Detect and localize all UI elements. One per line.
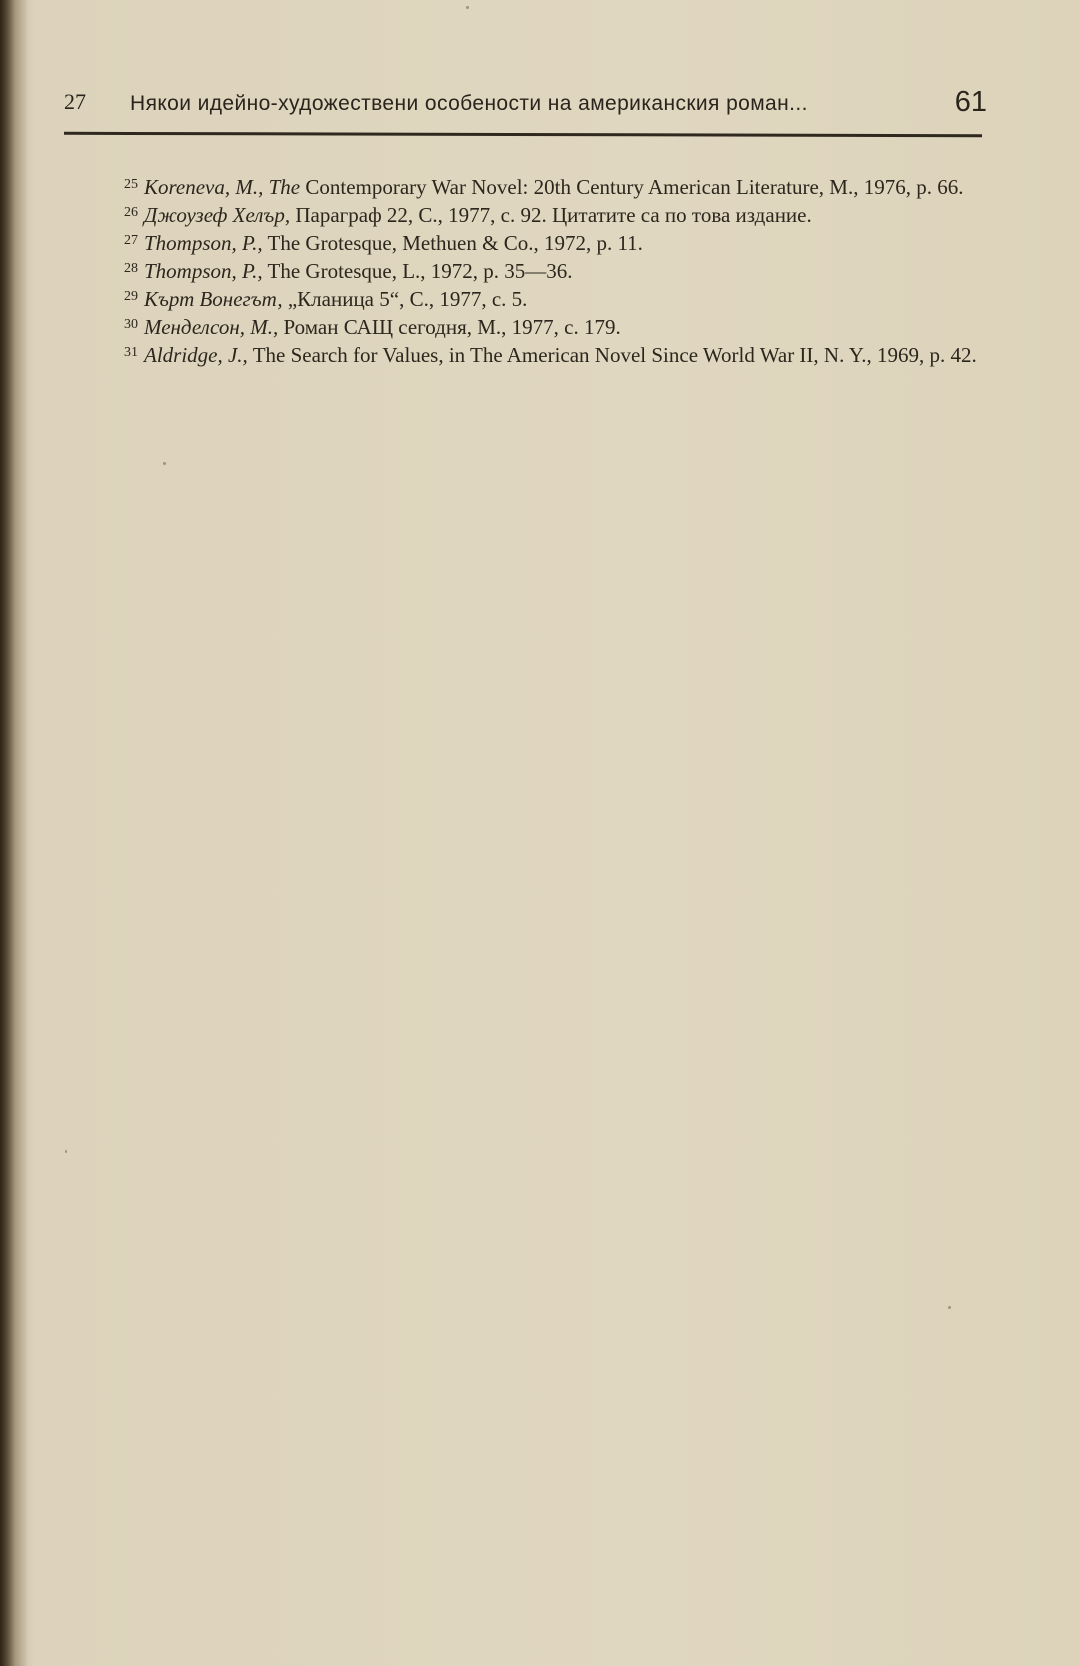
footnote-text: Роман САЩ сегодня, М., 1977, с. 179. bbox=[283, 315, 621, 339]
footnote bbox=[64, 258, 984, 282]
running-head bbox=[62, 86, 987, 130]
footnote-author: Aldridge, J., bbox=[144, 343, 248, 367]
footnote-author: Менделсон, М., bbox=[144, 315, 279, 339]
footnote-author: Koreneva, M., The bbox=[144, 175, 301, 199]
footnotes-list bbox=[64, 174, 984, 370]
header-rule bbox=[64, 132, 982, 137]
footnote-author: Джоузеф Хелър, bbox=[144, 203, 291, 227]
footnote-text: The Search for Values, in The American Novel Since World War II, N. Y., 1969, p. 42. bbox=[252, 343, 977, 367]
binding-shadow bbox=[0, 0, 28, 1666]
footnote-text: Параграф 22, С., 1977, с. 92. Цитатите са по това издание. bbox=[295, 203, 812, 227]
footnote bbox=[64, 342, 984, 366]
footnote bbox=[64, 174, 984, 198]
footnote bbox=[64, 202, 984, 226]
footnote-number: 25 bbox=[124, 177, 138, 192]
footnote-number: 29 bbox=[124, 289, 138, 304]
running-title: Някои идейно-художествени особености на американския роман... bbox=[130, 92, 808, 115]
paper-speck bbox=[65, 1150, 67, 1153]
footnote-author: Thompson, P., bbox=[144, 231, 263, 255]
footnote bbox=[64, 286, 984, 310]
page-number: 61 bbox=[954, 86, 987, 118]
footnote-text: The Grotesque, Methuen & Co., 1972, p. 11. bbox=[267, 231, 643, 255]
footnote-number: 28 bbox=[124, 261, 138, 276]
footnote-number: 31 bbox=[124, 345, 138, 360]
footnote bbox=[64, 314, 984, 338]
paper-speck bbox=[163, 462, 166, 465]
footnote-text: „Кланица 5“, С., 1977, с. 5. bbox=[287, 287, 528, 311]
footnote-number: 26 bbox=[124, 205, 138, 220]
footnote-author: Thompson, P., bbox=[144, 259, 263, 283]
chapter-number: 27 bbox=[64, 89, 86, 114]
footnote-text: Contemporary War Novel: 20th Century American Literature, M., 1976, p. 66. bbox=[305, 175, 964, 199]
paper-speck bbox=[466, 6, 469, 9]
footnote-author: Кърт Вонегът, bbox=[144, 287, 283, 311]
footnote-number: 30 bbox=[124, 317, 138, 332]
footnote-text: The Grotesque, L., 1972, p. 35—36. bbox=[267, 259, 573, 283]
footnote bbox=[64, 230, 984, 254]
footnote-number: 27 bbox=[124, 233, 138, 248]
paper-speck bbox=[948, 1306, 951, 1309]
